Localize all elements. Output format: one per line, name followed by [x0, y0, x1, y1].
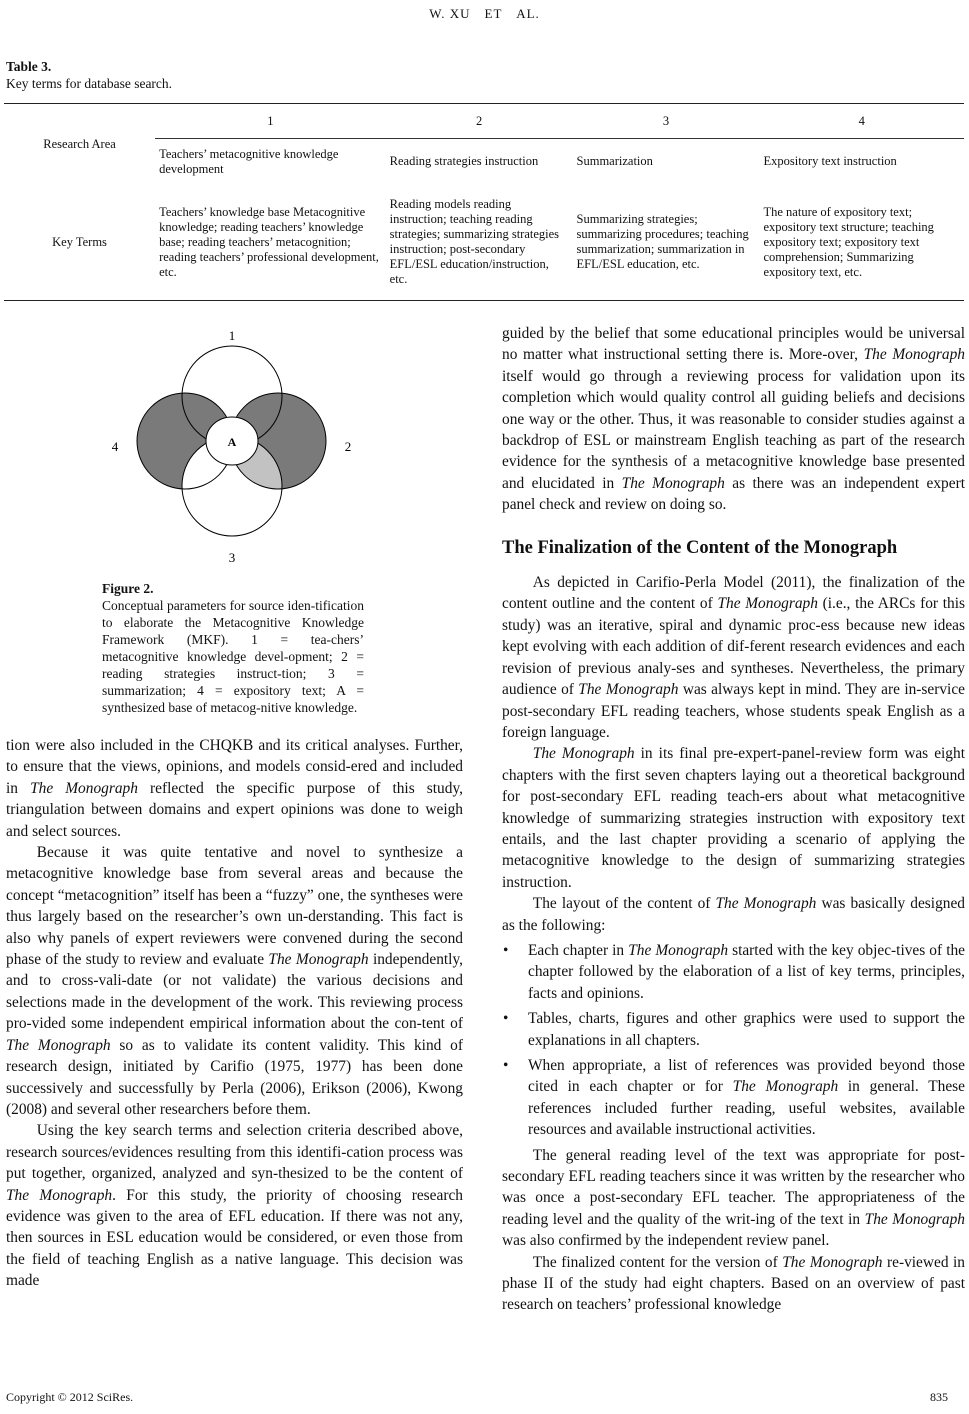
copyright-footer: Copyright © 2012 SciRes.	[6, 1390, 134, 1404]
col-number: 4	[858, 113, 865, 128]
paragraph: Because it was quite tentative and novel to synthesize a metacognitive knowledge base from several areas and because the concept “metacognition” itself has been a “fuzzy” one, the syntheses were thus largely based on the researcher’s own un-derstanding. This fact is also why panels of expert reviewers were convened during the second phase of the study to review and evaluate The Monograph independently, and to cross-vali-date (or not validate) the various decisions and selections made in the development of the work. This reviewing process pro-vided some independent empirical information about the con-tent of The Monograph so as to validate its content validity. This kind of research design, initiated by Carifio (1975, 1977) has been done successively and successfully by Perla (2006), Erikson (2006), Kwong (2008) and several other researchers before them.	[6, 844, 463, 1118]
venn-figure	[100, 318, 380, 568]
paragraph: The Monograph in its final pre-expert-panel-review form was eight chapters with the first seven chapters laying out a theoretical background for post-secondary EFL reading teach-ers about what metacognitive knowledge of summarizing strategies instruction with expository text entails, and the last chapter providing a scenario of applying the metacognitive knowledge to the design of summarizing strategies instruction.	[502, 745, 965, 891]
table-cell: Teachers’ knowledge base Metacognitive knowledge; reading teachers’ knowledge base; reading teachers’ metacognition; reading teachers’ professional development, etc.	[159, 204, 379, 279]
table-cell: Teachers’ metacognitive knowledge development	[155, 139, 386, 185]
label-4: 4	[111, 439, 119, 454]
key-terms-table	[4, 103, 964, 301]
col-number: 1	[267, 113, 274, 128]
bullet-icon: •	[503, 1010, 509, 1028]
section-heading: The Finalization of the Content of the Monograph	[502, 537, 898, 558]
bullet-item: • Tables, charts, figures and other graphics were used to support the explanations in all chapters.	[503, 1010, 965, 1049]
figure-caption-text: Conceptual parameters for source iden-tification to elaborate the Metacognitive Knowledge Framework (MKF). 1 = tea-chers’ metacognitive knowledge devel-opment; 2 = reading strategies instruct-tion; 3 = summarization; 4 = expository text; A = synthesized base of metacog-nitive knowledge.	[102, 598, 364, 715]
table-cell: Summarization	[573, 139, 760, 185]
bullet-icon: •	[503, 941, 509, 959]
right-column	[502, 323, 965, 1316]
paragraph: Using the key search terms and selection criteria described above, research sources/evidences resulting from this identifi-cation process was put together, organized, analyzed and syn-thesized to be the content of The Monograph. For this study, the priority of choosing research evidence was given to the area of EFL education. If there was not any, then sources in ESL education would be considered, or even those from the field of teaching English as a native language. This decision was made	[6, 1122, 463, 1290]
label-1: 1	[228, 328, 236, 343]
venn-diagram	[100, 318, 380, 568]
table-cell: Summarizing strategies; summarizing procedures; teaching summarization; summarization in EFL/ESL education, etc.	[576, 212, 749, 272]
table-cell: The nature of expository text; expository text structure; teaching expository text; expository text comprehension; Summarizing expository text, etc.	[763, 204, 934, 279]
col-number: 3	[662, 113, 670, 128]
table-label: Table 3.	[6, 59, 52, 74]
paragraph: The general reading level of the text was appropriate for post-secondary EFL reading teachers since it was written by the researcher who was once a post-secondary EFL teacher. The appropriateness of the reading level and the quality of the writ-ing of the text in The Monograph was also confirmed by the independent review panel.	[502, 1146, 965, 1250]
paragraph: As depicted in Carifio-Perla Model (2011), the finalization of the content outline and the content of The Monograph (i.e., the ARCs for this study) was an iterative, spiral and dynamic proc-ess because new ideas kept evolving with each addition of dif-ferent research evidences and each revision of previous analy-ses and syntheses. Nevertheless, the primary audience of The Monograph was always kept in mind. They are in-service post-secondary EFL reading teachers, whose students speak English as a foreign language.	[502, 574, 965, 741]
figure-label: Figure 2.	[102, 581, 154, 596]
page-number: 835	[930, 1390, 948, 1404]
table-title: Key terms for database search.	[6, 76, 173, 91]
bullet-item: • When appropriate, a list of references was provided beyond those cited in each chapter or for The Monograph in general. These references included further reading, useful websites, available resources and available instructional activities.	[503, 1057, 965, 1139]
table-cell: Expository text instruction	[759, 139, 964, 185]
paragraph: tion were also included in the CHQKB and its critical analyses. Further, to ensure that the views, opinions, and models consid-ered and included in The Monograph reflected the specific purpose of this study, triangulation between domains and expert opinions was done to weigh and select sources.	[6, 737, 463, 840]
table-caption	[6, 58, 172, 92]
col-number: 2	[475, 113, 483, 128]
bullet-icon: •	[503, 1057, 509, 1074]
table-cell: Reading strategies instruction	[386, 139, 573, 185]
bullet-item: • Each chapter in The Monograph started with the key objec-tives of the chapter followed by the elaboration of a list of key terms, principles, facts and opinions.	[503, 941, 965, 1002]
label-2: 2	[344, 439, 352, 454]
running-header: W. XU ET AL.	[429, 6, 540, 21]
key-terms-label: Key Terms	[52, 234, 107, 249]
left-column	[6, 735, 463, 1292]
label-3: 3	[228, 550, 236, 565]
table-cell: Reading models reading instruction; teaching reading strategies; summarizing strategies instruction; post-secondary EFL/ESL education/instruction, etc.	[389, 197, 560, 287]
paragraph: guided by the belief that some educational principles would be universal no matter what instructional setting there is. More-over, The Monograph itself would go through a reviewing process for validation upon its completion which would quality control all guiding beliefs and decisions one way or the other. Thus, it was reasonable to consider studies against a backdrop of ESL or mainstream English teaching as part of the research evidence for the synthesis of a metacognitive knowledge base presented and elucidated in The Monograph as there was an independent expert panel check and review on doing so.	[502, 325, 965, 514]
research-area-label: Research Area	[43, 136, 116, 151]
label-a: A	[227, 435, 237, 449]
figure-caption	[102, 580, 364, 716]
paragraph: The layout of the content of The Monograph was basically designed as the following:	[502, 895, 965, 934]
paragraph: The finalized content for the version of The Monograph re-viewed in phase II of the study had eight chapters. Based on an overview of past research on teachers’ professional knowledge	[502, 1253, 965, 1314]
